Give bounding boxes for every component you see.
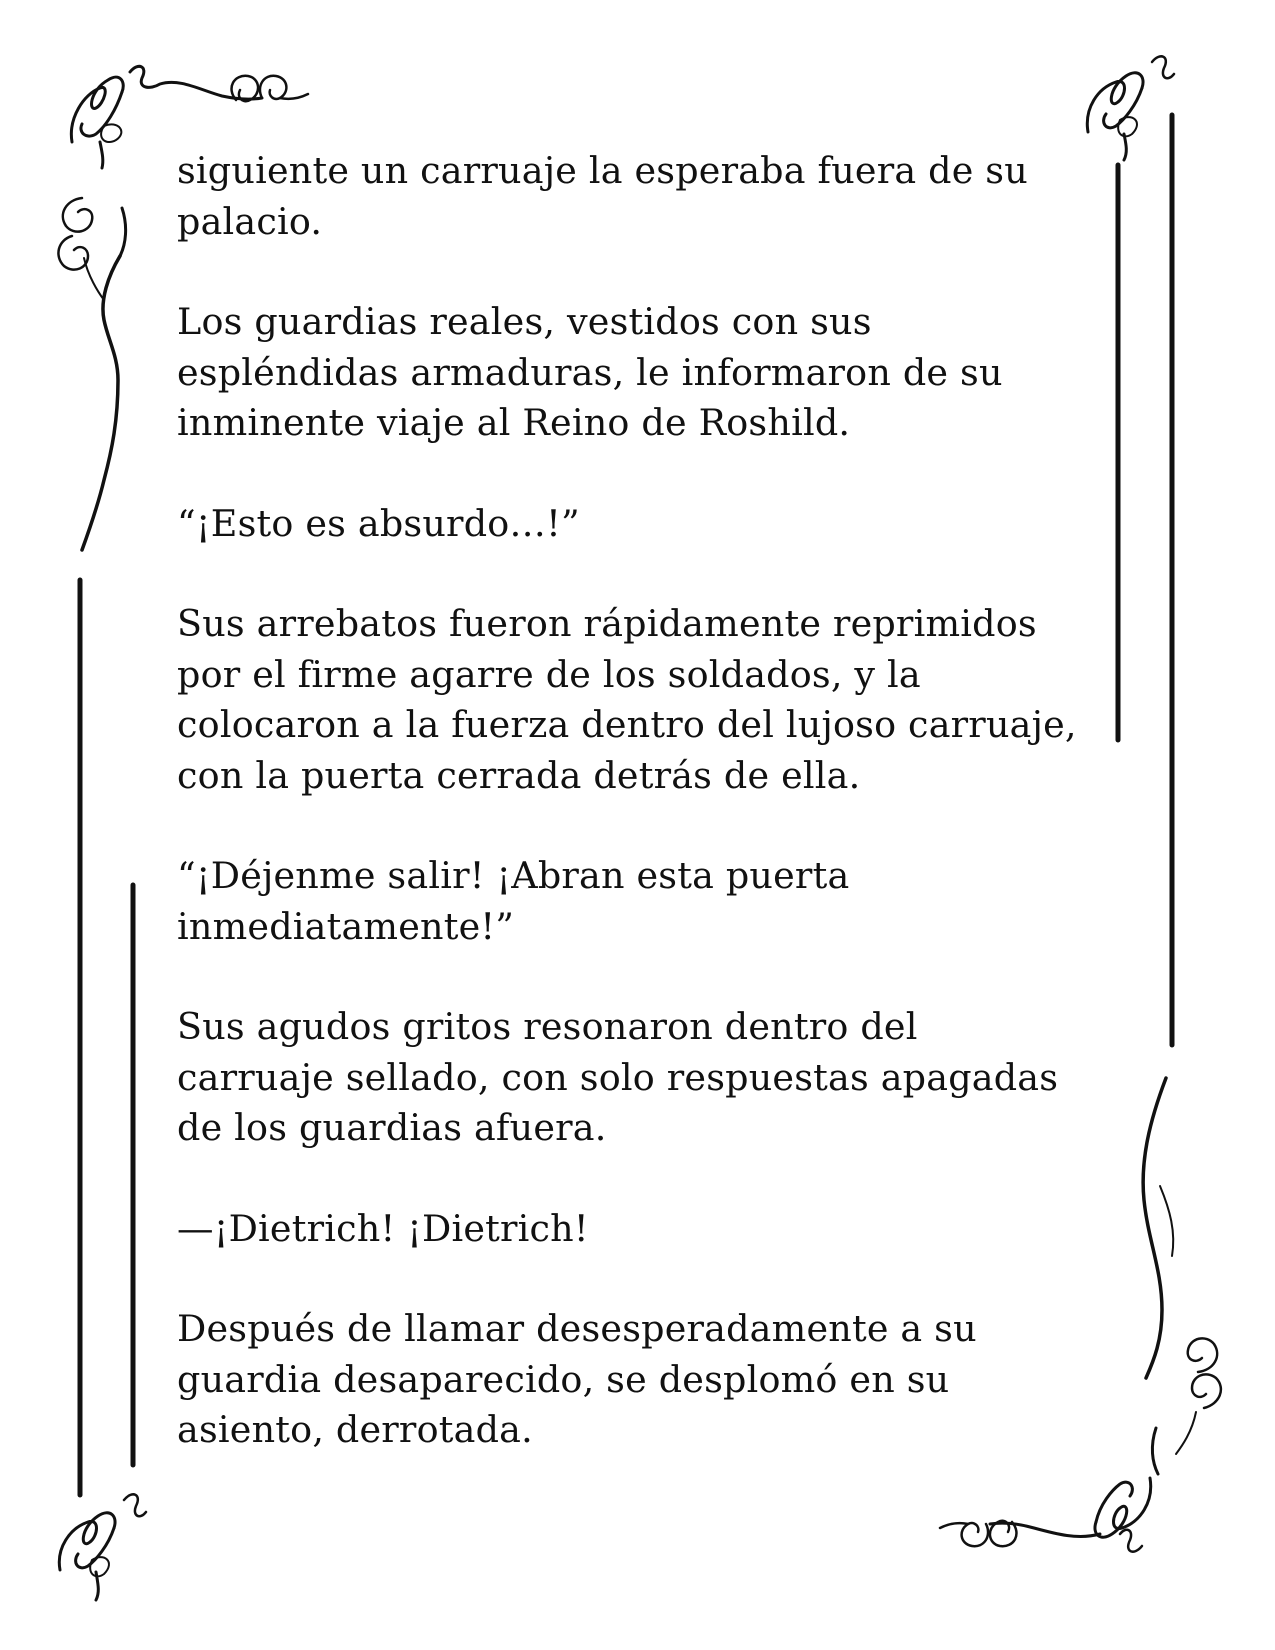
paragraph-5-dialogue: “¡Déjenme salir! ¡Abran esta puerta inmediatamente!” xyxy=(177,854,850,948)
paragraph-4: Sus arrebatos fueron rápidamente reprimidos por el firme agarre de los soldados, y la colocaron a la fuerza dentro del lujoso carruaje, con la puerta cerrada detrás de ella. xyxy=(177,602,1077,797)
paragraph-6: Sus agudos gritos resonaron dentro del carruaje sellado, con solo respuestas apagadas de los guardias afuera. xyxy=(177,1005,1059,1149)
paragraph-3-dialogue: “¡Esto es absurdo…!” xyxy=(177,501,580,545)
paragraph-1: siguiente un carruaje la esperaba fuera de su palacio. xyxy=(177,149,1028,243)
paragraph-2: Los guardias reales, vestidos con sus espléndidas armaduras, le informaron de su inminente viaje al Reino de Roshild. xyxy=(177,300,1003,444)
paragraph-7-dialogue: —¡Dietrich! ¡Dietrich! xyxy=(177,1206,589,1250)
paragraph-8: Después de llamar desesperadamente a su guardia desaparecido, se desplomó en su asiento, derrotada. xyxy=(177,1307,977,1451)
top-right-flourish-icon xyxy=(1087,56,1174,160)
bottom-left-flourish-icon xyxy=(59,1494,146,1600)
page-body-text xyxy=(177,146,1117,1506)
